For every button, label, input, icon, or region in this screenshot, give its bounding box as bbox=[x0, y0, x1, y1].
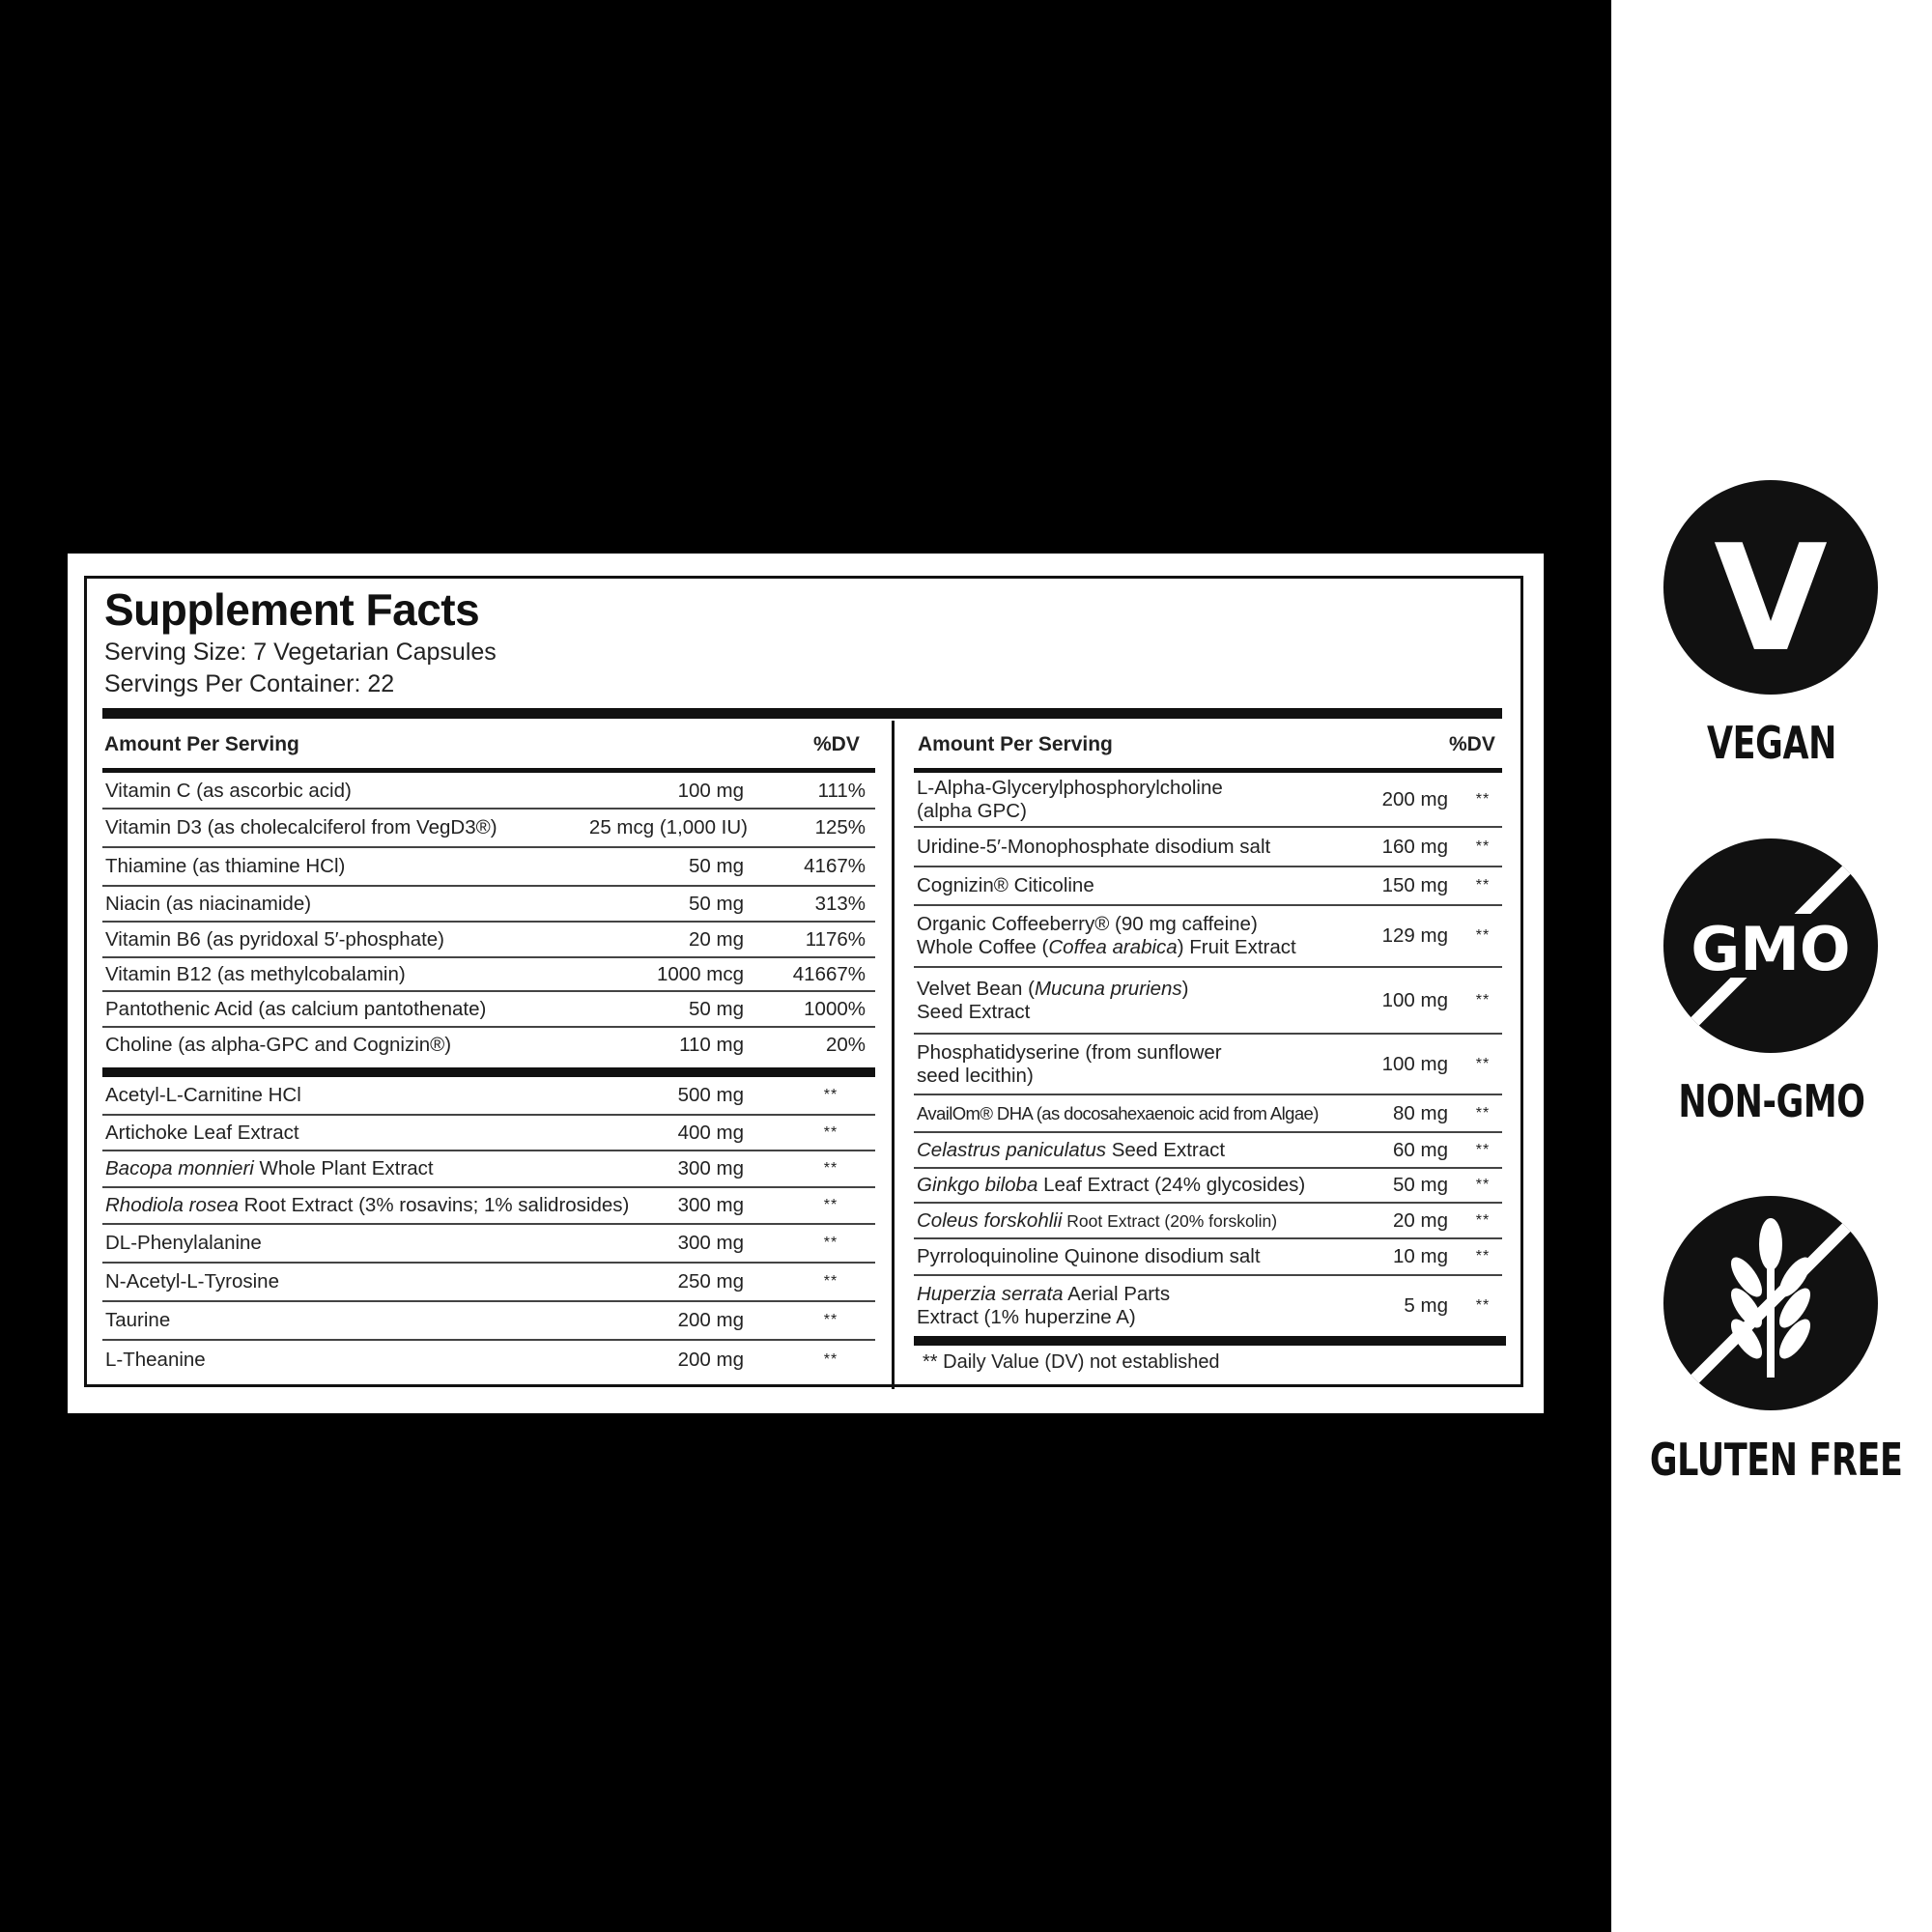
ingredient-name: Artichoke Leaf Extract bbox=[105, 1121, 299, 1144]
table-row bbox=[914, 968, 1502, 1035]
left-amount-header: Amount Per Serving bbox=[104, 733, 299, 755]
wheat-stem bbox=[1767, 1264, 1775, 1378]
gluten-free-badge bbox=[1663, 1196, 1878, 1410]
nutrient-amount: 20 mg bbox=[689, 927, 744, 951]
ingredient-dv: ** bbox=[1475, 877, 1491, 894]
table-row bbox=[914, 1169, 1502, 1204]
serving-size: Serving Size: 7 Vegetarian Capsules bbox=[104, 639, 497, 666]
ingredient-name bbox=[917, 774, 1223, 826]
ingredient-name bbox=[105, 1188, 629, 1223]
ingredient-dv: ** bbox=[823, 1197, 838, 1213]
ingredient-dv: ** bbox=[1475, 1248, 1491, 1264]
table-row bbox=[102, 923, 875, 958]
table-row bbox=[102, 1341, 875, 1379]
table-row bbox=[914, 906, 1502, 968]
nutrient-amount: 110 mg bbox=[679, 1034, 744, 1056]
nutrient-dv: 1000% bbox=[804, 997, 866, 1020]
nutrient-dv: 4167% bbox=[804, 855, 866, 877]
ingredient-dv: ** bbox=[823, 1160, 838, 1177]
ingredient-name: Taurine bbox=[105, 1309, 171, 1332]
left-dv-header: %DV bbox=[813, 733, 860, 755]
ingredient-name: DL-Phenylalanine bbox=[105, 1232, 262, 1255]
ingredient-name-rest: Whole Plant Extract bbox=[253, 1157, 434, 1180]
ingredient-name: AvailOm® DHA (as docosahexaenoic acid from Algae) bbox=[917, 1102, 1319, 1123]
ingredient-latin-name: Ginkgo biloba bbox=[917, 1174, 1038, 1197]
ingredient-dv: ** bbox=[1475, 1297, 1491, 1314]
ingredient-name bbox=[917, 1204, 1277, 1237]
nutrient-amount: 25 mcg (1,000 IU) bbox=[588, 816, 748, 838]
ingredient-amount: 300 mg bbox=[677, 1194, 744, 1216]
table-row bbox=[102, 1028, 875, 1063]
table-row bbox=[914, 1276, 1502, 1336]
ingredient-amount: 500 mg bbox=[677, 1084, 744, 1106]
vegan-badge bbox=[1663, 480, 1878, 695]
ingredient-dv: ** bbox=[1475, 838, 1491, 855]
ingredient-amount: 400 mg bbox=[677, 1121, 744, 1144]
ingredient-amount: 150 mg bbox=[1381, 874, 1448, 896]
ingredient-amount: 129 mg bbox=[1381, 924, 1448, 947]
table-row bbox=[102, 1302, 875, 1341]
nutrient-name: Vitamin D3 (as cholecalciferol from VegD3®) bbox=[105, 816, 497, 839]
table-row bbox=[914, 828, 1502, 867]
ingredient-name-line2: Extract (1% huperzine A) bbox=[917, 1306, 1136, 1328]
ingredient-dv: ** bbox=[823, 1351, 838, 1368]
ingredient-dv: ** bbox=[1475, 1141, 1491, 1158]
ingredient-amount: 250 mg bbox=[677, 1270, 744, 1293]
ingredient-name-line1: L-Alpha-Glycerylphosphorylcholine bbox=[917, 777, 1223, 800]
table-row bbox=[914, 1204, 1502, 1239]
table-row bbox=[914, 1035, 1502, 1095]
ingredient-amount: 200 mg bbox=[677, 1309, 744, 1331]
nutrient-name: Vitamin B6 (as pyridoxal 5′-phosphate) bbox=[105, 927, 445, 951]
table-row bbox=[914, 1095, 1502, 1133]
non-gmo-badge bbox=[1663, 838, 1878, 1053]
facts-title: Supplement Facts bbox=[104, 584, 480, 635]
ingredient-dv: ** bbox=[823, 1087, 838, 1103]
table-row bbox=[102, 887, 875, 923]
wheat-stalk bbox=[1725, 1218, 1816, 1378]
footnote: ** Daily Value (DV) not established bbox=[923, 1351, 1220, 1373]
ingredient-name-rest: Leaf Extract (24% glycosides) bbox=[1037, 1174, 1306, 1197]
ingredient-name-part: ) bbox=[1181, 977, 1189, 1000]
nutrient-amount: 100 mg bbox=[677, 779, 744, 802]
ingredient-amount: 100 mg bbox=[1381, 988, 1448, 1011]
ingredient-dv: ** bbox=[823, 1235, 838, 1251]
nutrient-name: Vitamin C (as ascorbic acid) bbox=[105, 779, 352, 802]
table-row bbox=[102, 848, 875, 887]
ingredient-name bbox=[917, 968, 1188, 1033]
nutrient-amount: 50 mg bbox=[689, 855, 744, 877]
table-row bbox=[102, 1151, 875, 1188]
nutrient-amount: 50 mg bbox=[689, 892, 744, 915]
ingredient-name bbox=[105, 1151, 434, 1186]
ingredient-name: L-Theanine bbox=[105, 1349, 206, 1372]
nutrient-dv: 20% bbox=[825, 1034, 866, 1056]
vegan-label: VEGAN bbox=[1706, 717, 1837, 769]
table-row bbox=[102, 1116, 875, 1151]
nutrient-amount: 50 mg bbox=[689, 997, 744, 1020]
ingredient-name: N-Acetyl-L-Tyrosine bbox=[105, 1270, 279, 1293]
ingredient-latin-name: Huperzia serrata bbox=[917, 1283, 1064, 1306]
ingredient-latin-name: Bacopa monnieri bbox=[105, 1157, 254, 1180]
ingredient-amount: 20 mg bbox=[1393, 1208, 1448, 1232]
ingredient-dv: ** bbox=[1475, 1104, 1491, 1122]
ingredient-amount: 160 mg bbox=[1381, 835, 1448, 858]
ingredient-amount: 200 mg bbox=[677, 1349, 744, 1371]
ingredient-latin-name: Coleus forskohlii bbox=[917, 1208, 1063, 1232]
table-row bbox=[914, 1133, 1502, 1169]
ingredient-latin-name: Rhodiola rosea bbox=[105, 1194, 239, 1217]
ingredient-name-line1: Organic Coffeeberry® (90 mg caffeine) bbox=[917, 913, 1258, 936]
right-amount-header: Amount Per Serving bbox=[918, 733, 1113, 755]
table-row bbox=[102, 1225, 875, 1264]
wheat-grain-top bbox=[1759, 1218, 1782, 1270]
gluten-free-label: GLUTEN FREE bbox=[1649, 1434, 1903, 1486]
table-row bbox=[102, 1264, 875, 1302]
ingredient-name bbox=[917, 1035, 1222, 1094]
ingredient-name-part: Velvet Bean ( bbox=[917, 977, 1035, 1000]
ingredient-name-line2: (alpha GPC) bbox=[917, 800, 1027, 822]
ingredient-name: Uridine-5′-Monophosphate disodium salt bbox=[917, 835, 1271, 858]
table-row bbox=[102, 992, 875, 1028]
ingredient-name-line2: Seed Extract bbox=[917, 1000, 1031, 1023]
vegan-symbol: V bbox=[1714, 513, 1828, 684]
non-gmo-label: NON-GMO bbox=[1678, 1075, 1865, 1127]
supplement-facts-label bbox=[68, 554, 1544, 1413]
ingredient-amount: 50 mg bbox=[1393, 1174, 1448, 1196]
ingredient-dv: ** bbox=[1475, 991, 1491, 1009]
ingredient-latin-name: Celastrus paniculatus bbox=[917, 1138, 1106, 1161]
ingredient-amount: 100 mg bbox=[1381, 1052, 1448, 1075]
left-header-rule bbox=[102, 768, 875, 773]
ingredient-dv: ** bbox=[823, 1312, 838, 1328]
servings-per-container: Servings Per Container: 22 bbox=[104, 670, 395, 697]
ingredient-name-part: ) Fruit Extract bbox=[1177, 936, 1296, 958]
ingredient-amount: 10 mg bbox=[1393, 1245, 1448, 1267]
ingredient-amount: 80 mg bbox=[1393, 1101, 1448, 1124]
ingredient-name-part: Whole Coffee ( bbox=[917, 936, 1049, 958]
right-dv-header: %DV bbox=[1449, 733, 1495, 755]
nutrient-dv: 41667% bbox=[792, 962, 866, 985]
table-row bbox=[102, 1077, 875, 1116]
ingredient-name: Acetyl-L-Carnitine HCl bbox=[105, 1084, 301, 1107]
ingredient-name: Pyrroloquinoline Quinone disodium salt bbox=[917, 1245, 1261, 1268]
table-row bbox=[102, 958, 875, 992]
vegan-icon bbox=[1663, 480, 1878, 695]
nutrient-amount: 1000 mcg bbox=[656, 962, 744, 985]
nutrient-name: Thiamine (as thiamine HCl) bbox=[105, 855, 346, 878]
ingredient-name-rest: Root Extract (3% rosavins; 1% salidrosides) bbox=[238, 1194, 630, 1217]
nutrient-name: Vitamin B12 (as methylcobalamin) bbox=[105, 962, 406, 985]
ingredient-name-rest: Root Extract (20% forskolin) bbox=[1062, 1210, 1278, 1231]
ingredient-latin-name: Mucuna pruriens bbox=[1034, 977, 1182, 1000]
right-header-rule bbox=[914, 768, 1502, 773]
header-thick-rule bbox=[102, 708, 1502, 719]
nutrient-dv: 111% bbox=[817, 779, 866, 802]
ingredient-dv: ** bbox=[1475, 1055, 1491, 1072]
ingredient-amount: 200 mg bbox=[1381, 788, 1448, 810]
nutrient-name: Pantothenic Acid (as calcium pantothenate) bbox=[105, 997, 487, 1020]
ingredient-dv: ** bbox=[1475, 791, 1491, 808]
ingredient-dv: ** bbox=[1475, 1211, 1491, 1229]
wheat-icon bbox=[1663, 1196, 1878, 1410]
ingredient-latin-name: Coffea arabica bbox=[1048, 936, 1178, 958]
nutrient-dv: 1176% bbox=[805, 927, 866, 951]
table-row bbox=[914, 867, 1502, 906]
nutrient-name: Choline (as alpha-GPC and Cognizin®) bbox=[105, 1034, 452, 1057]
table-row bbox=[914, 1239, 1502, 1276]
non-gmo-icon bbox=[1663, 838, 1878, 1053]
ingredient-dv: ** bbox=[823, 1273, 838, 1290]
ingredient-name bbox=[917, 1276, 1170, 1336]
ingredient-dv: ** bbox=[1475, 1177, 1491, 1193]
nutrient-name: Niacin (as niacinamide) bbox=[105, 892, 312, 915]
ingredient-amount: 300 mg bbox=[677, 1157, 744, 1179]
ingredient-name: Cognizin® Citicoline bbox=[917, 874, 1094, 897]
ingredient-dv: ** bbox=[823, 1123, 838, 1141]
vitamins-section-rule bbox=[102, 1067, 875, 1077]
table-row bbox=[102, 810, 875, 848]
table-row bbox=[914, 774, 1502, 828]
ingredient-dv: ** bbox=[1475, 927, 1491, 944]
gmo-symbol: GMO bbox=[1690, 914, 1851, 984]
ingredient-amount: 300 mg bbox=[677, 1232, 744, 1254]
ingredient-name-part: Aerial Parts bbox=[1063, 1283, 1171, 1306]
nutrient-dv: 125% bbox=[814, 816, 866, 838]
ingredient-amount: 60 mg bbox=[1393, 1138, 1448, 1161]
ingredient-name bbox=[917, 1169, 1305, 1202]
ingredient-name bbox=[917, 906, 1296, 966]
ingredient-name-line2: seed lecithin) bbox=[917, 1064, 1034, 1087]
table-row bbox=[102, 1188, 875, 1225]
column-divider bbox=[892, 721, 895, 1389]
ingredient-name bbox=[917, 1133, 1225, 1167]
ingredient-name-rest: Seed Extract bbox=[1106, 1138, 1226, 1161]
nutrient-dv: 313% bbox=[814, 892, 866, 915]
ingredient-amount: 5 mg bbox=[1404, 1294, 1448, 1317]
footnote-rule bbox=[914, 1336, 1506, 1346]
ingredient-name-line1: Phosphatidyserine (from sunflower bbox=[917, 1040, 1222, 1064]
table-row bbox=[102, 774, 875, 810]
